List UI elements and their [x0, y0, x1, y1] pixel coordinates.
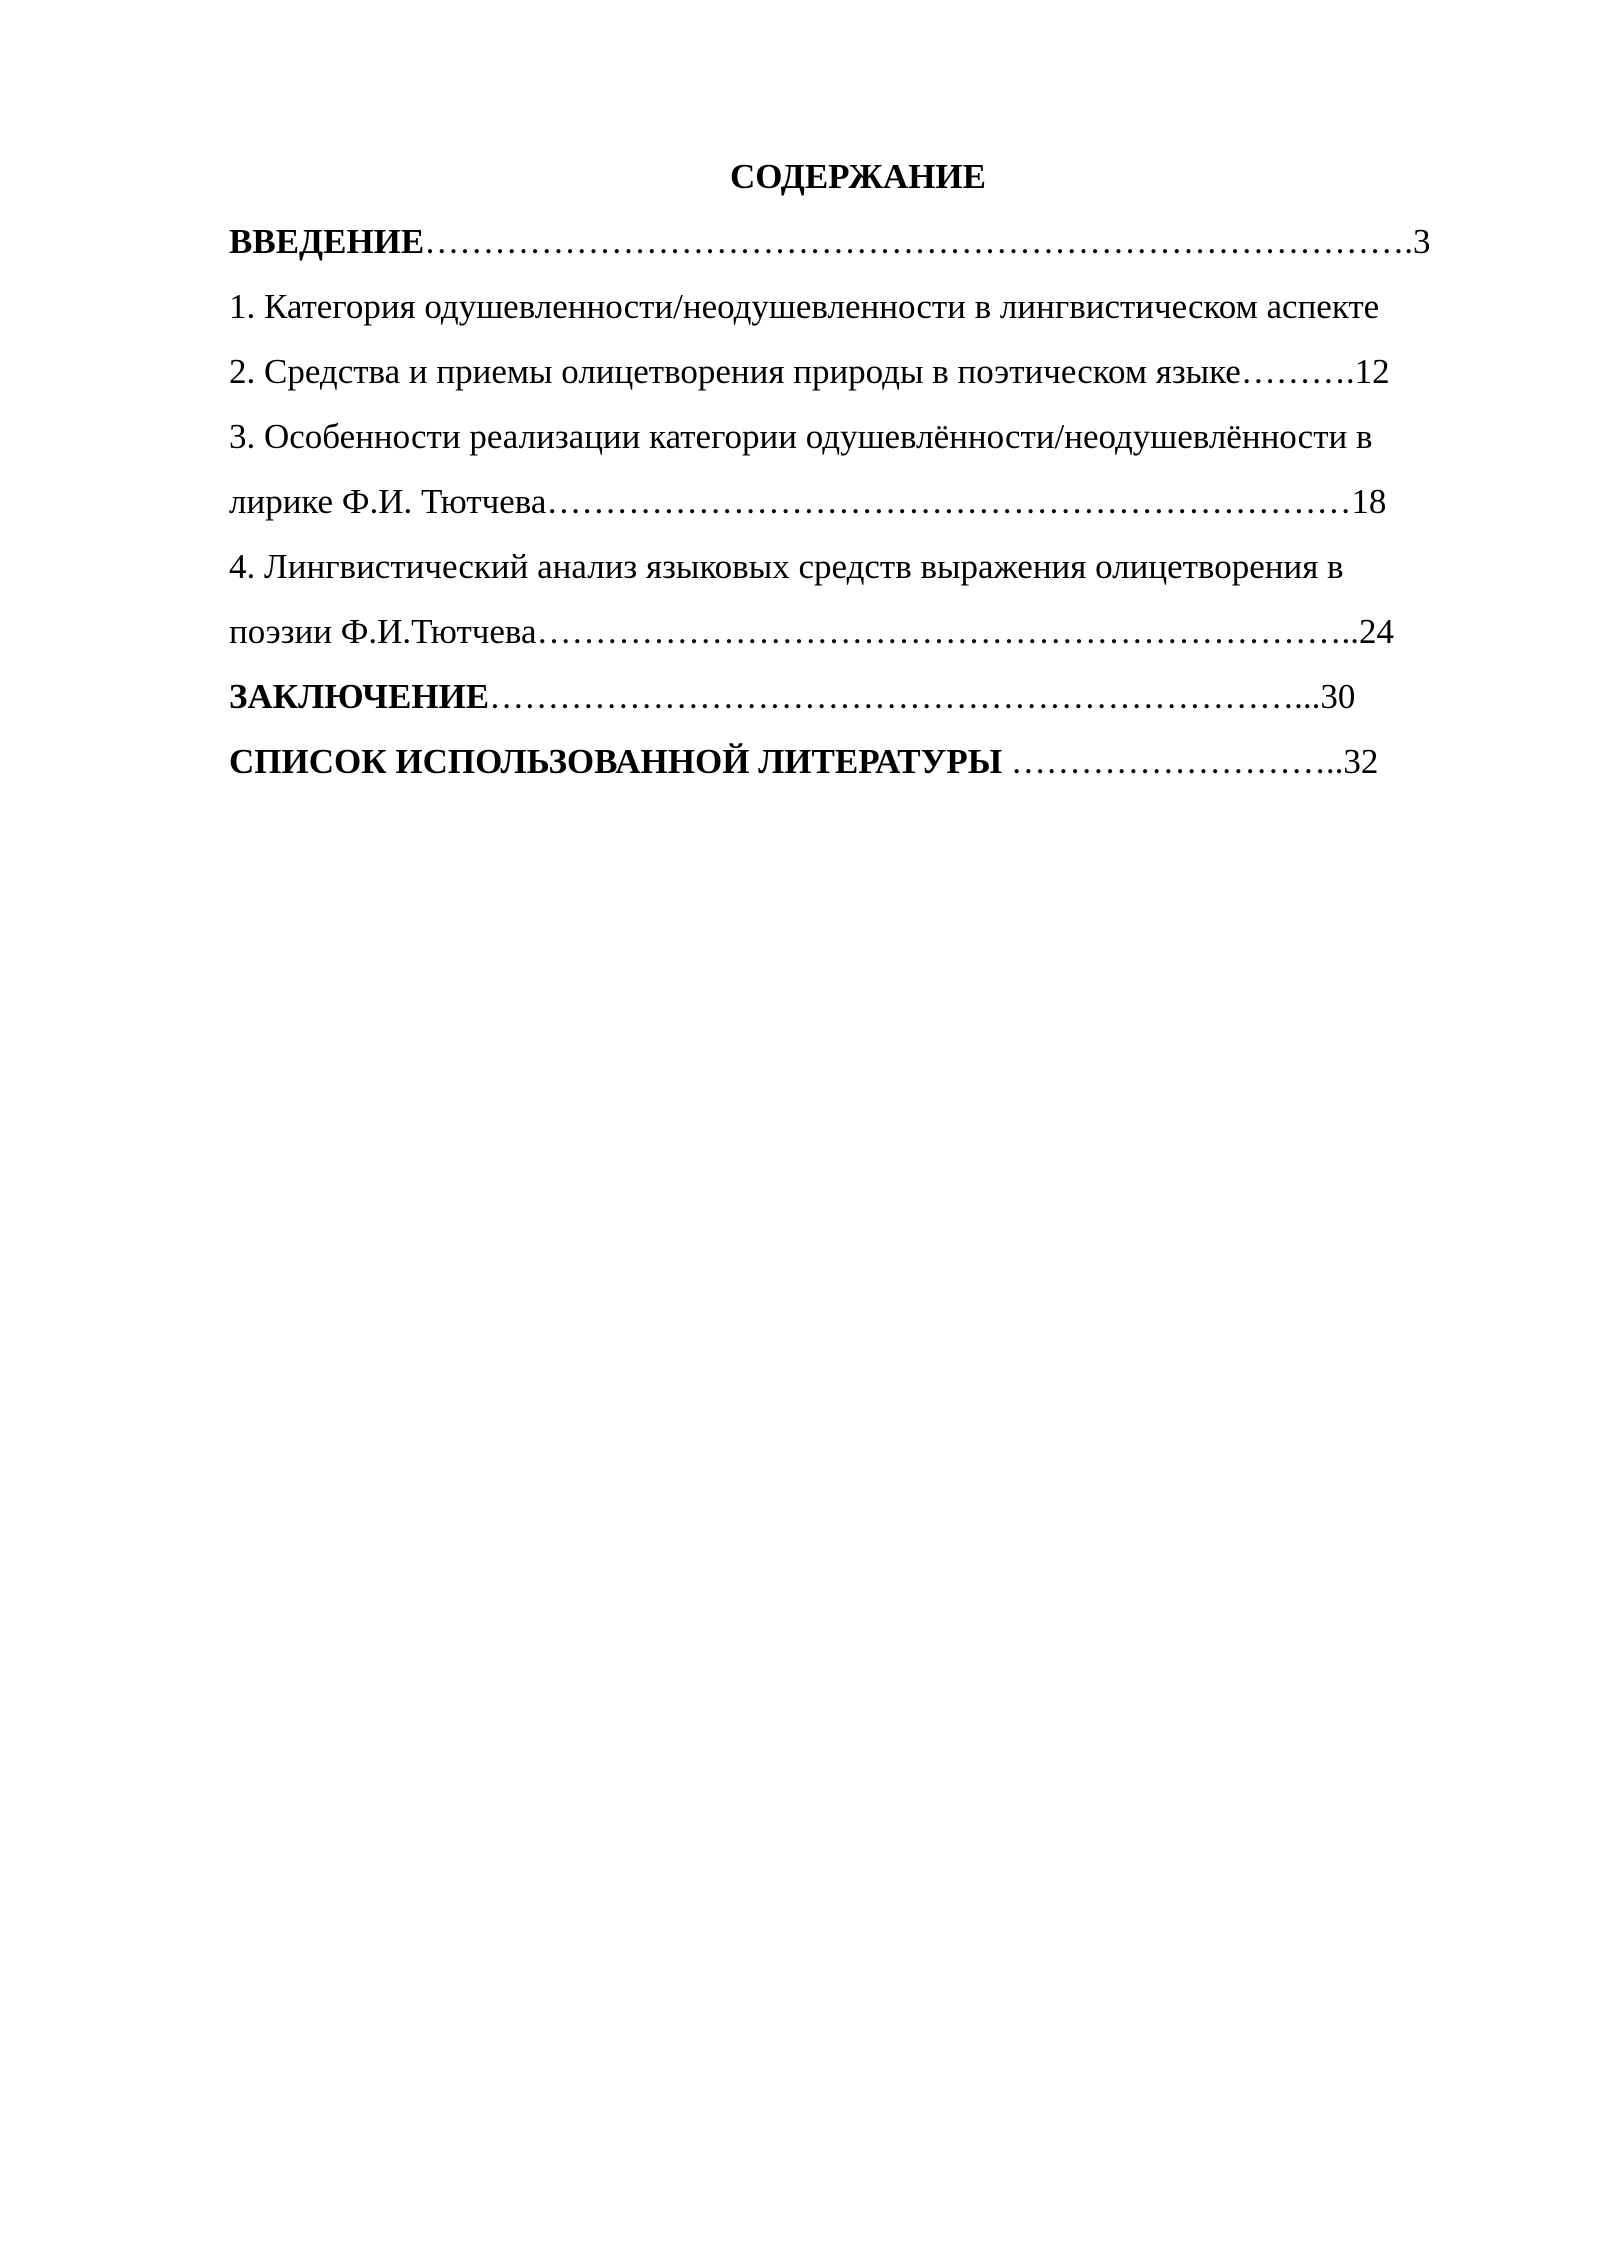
toc-heading: 1. Категория одушевленности/неодушевленности в лингвистическом аспекте [229, 287, 1380, 326]
toc-entry-introduction[interactable] [229, 209, 1529, 274]
toc-entry-chapter-4-line-1[interactable] [229, 534, 1529, 599]
toc-heading: 3. Особенности реализации категории одушевлённости/неодушевлённости в [229, 417, 1373, 456]
toc-leader: ………………………. [1002, 742, 1335, 781]
toc-heading: лирике Ф.И. Тютчева [229, 482, 547, 521]
toc-heading: ЗАКЛЮЧЕНИЕ [229, 677, 490, 716]
toc-leader: ……………………………………………………………. [489, 677, 1303, 716]
toc-entry-chapter-3-line-1[interactable] [229, 404, 1529, 469]
table-of-contents [229, 150, 1529, 794]
toc-heading: ВВЕДЕНИЕ [229, 222, 425, 261]
toc-entry-chapter-4-line-2[interactable] [229, 599, 1529, 664]
toc-heading: 2. Средства и приемы олицетворения природы в поэтическом языке [229, 352, 1241, 391]
toc-page-number: 3 [1413, 222, 1431, 261]
toc-title: СОДЕРЖАНИЕ [729, 157, 986, 196]
toc-heading: 4. Лингвистический анализ языковых средств выражения олицетворения в [229, 547, 1344, 586]
toc-page-number: .24 [1350, 612, 1394, 651]
toc-heading: СПИСОК ИСПОЛЬЗОВАННОЙ ЛИТЕРАТУРЫ [229, 742, 1003, 781]
toc-page-number: 12 [1354, 352, 1390, 391]
toc-leader: ……………………………………………………………. [536, 612, 1351, 651]
toc-leader: …………………………………………………………………………. [424, 222, 1414, 261]
toc-page-number: 18 [1351, 482, 1387, 521]
toc-page-number: ..30 [1302, 677, 1356, 716]
toc-page-number: .32 [1334, 742, 1379, 781]
toc-entry-bibliography[interactable] [229, 729, 1529, 794]
toc-entry-chapter-1[interactable] [229, 274, 1529, 339]
toc-entry-chapter-2[interactable] [229, 339, 1529, 404]
toc-heading: поэзии Ф.И.Тютчева [229, 612, 537, 651]
toc-leader: ………. [1240, 352, 1355, 391]
toc-entry-conclusion[interactable] [229, 664, 1529, 729]
toc-leader: …………………………………………………………… [546, 482, 1352, 521]
toc-entry-chapter-3-line-2[interactable] [229, 469, 1529, 534]
